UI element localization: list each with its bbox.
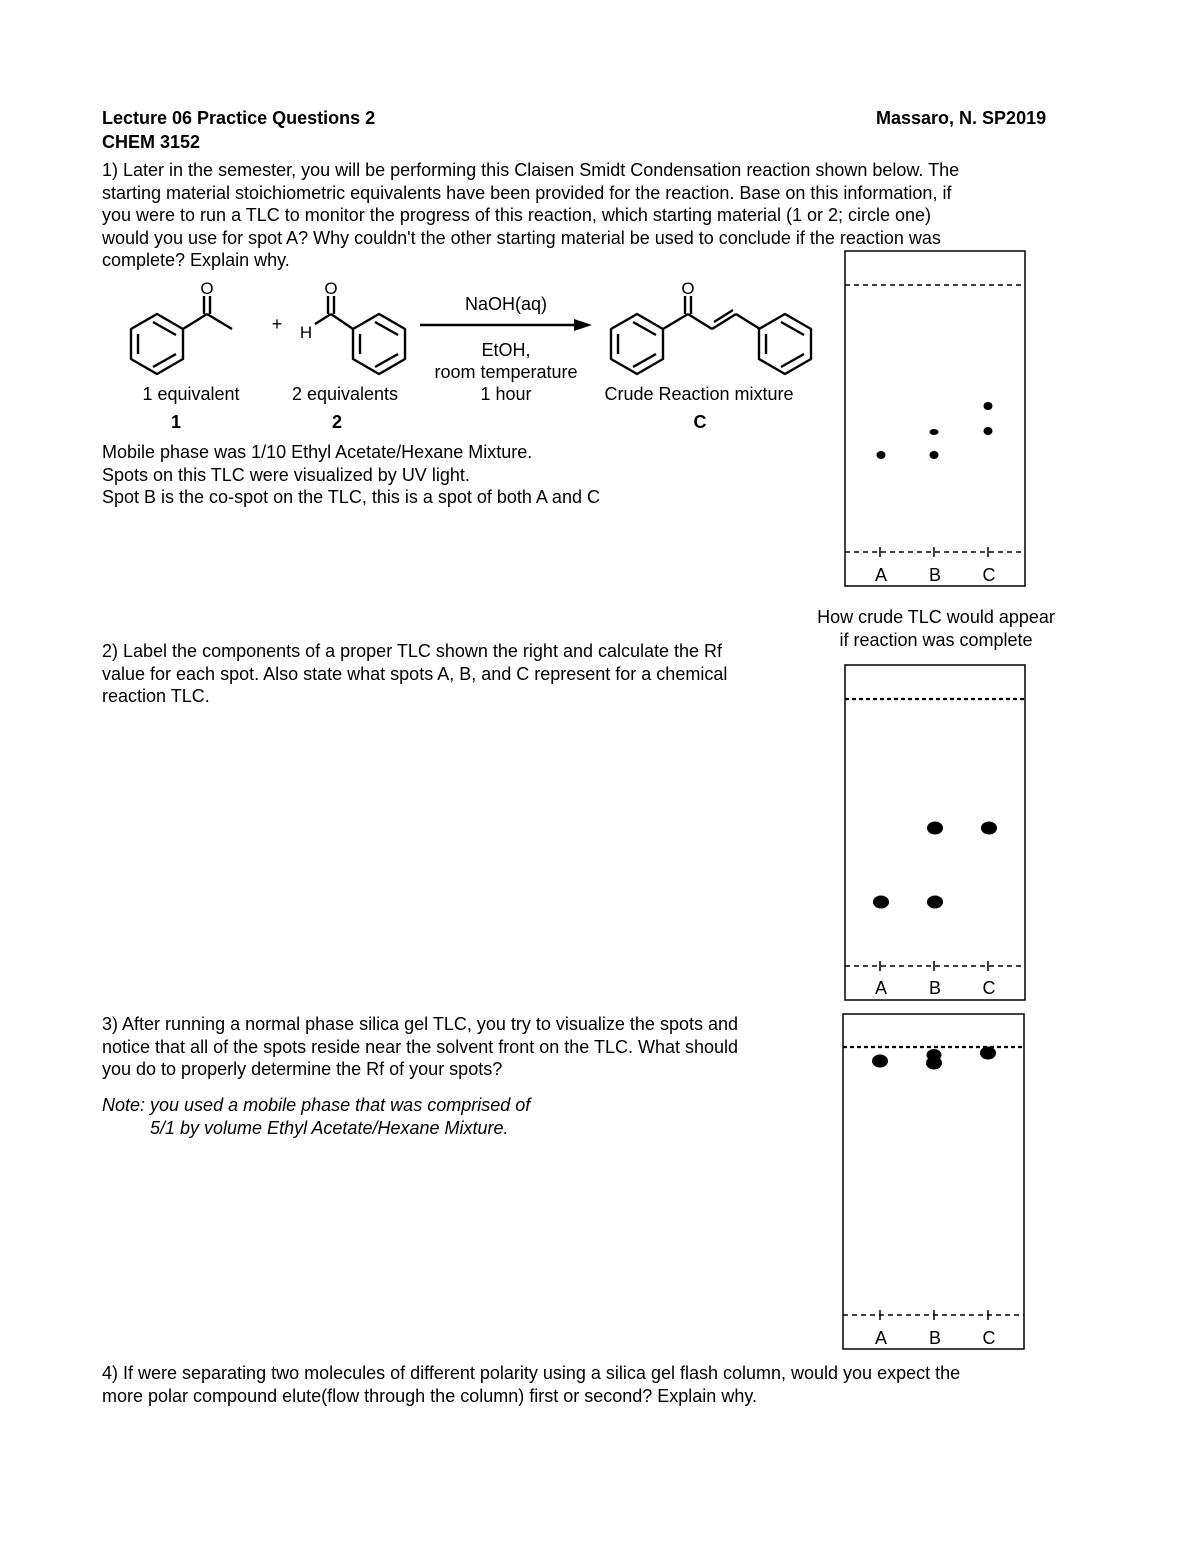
question-1-line: you were to run a TLC to monitor the progress of this reaction, which starting material (1 or 2; circle one) [102,205,932,226]
question-3-line: you do to properly determine the Rf of your spots? [102,1059,503,1080]
lane-label: C [982,978,996,998]
note-line: Spots on this TLC were visualized by UV light. [102,464,470,485]
question-2-line: 2) Label the components of a proper TLC shown the right and calculate the Rf [102,641,723,661]
lane-label: A [874,978,888,998]
question-2-line: value for each spot. Also state what spots A, B, and C represent for a chemical [102,663,728,684]
product-desc: Crude Reaction mixture [604,384,794,404]
compound-2-equiv: 2 equivalents [291,384,399,404]
question-3 [102,1013,822,1081]
tlc-plate-2 [844,664,1028,1002]
tlc-spot [873,896,889,909]
question-3-line: 3) After running a normal phase silica gel TLC, you try to visualize the spots and [102,1014,739,1034]
compound-1-label: 1 [170,412,182,432]
note-line: Spot B is the co-spot on the TLC, this is a spot of both A and C [102,487,600,508]
question-4-line: more polar compound elute(flow through the column) first or second? Explain why. [102,1385,757,1406]
hydrogen-label: H [299,323,313,342]
lane-label: B [928,565,942,585]
oxygen-label: O [681,279,695,298]
tlc-spot [872,1055,888,1068]
product-label: C [693,412,707,432]
caption-line: if reaction was complete [839,629,1033,650]
plus-sign: + [271,314,283,334]
note-line: 5/1 by volume Ethyl Acetate/Hexane Mixture. [150,1117,509,1138]
tlc-spot [980,1047,996,1060]
question-4 [102,1362,1062,1407]
question-1-line: complete? Explain why. [102,250,290,271]
question-1-line: would you use for spot A? Why couldn't the other starting material be used to conclude if the reaction was [102,227,941,248]
reagent-label: NaOH(aq) [464,294,548,314]
lane-label: A [874,1328,888,1348]
conditions-line: EtOH, [481,340,531,360]
caption-line: How crude TLC would appear [817,607,1055,627]
tlc-spot [930,429,939,435]
reaction-scheme [100,278,820,432]
tlc-plate-1 [844,250,1028,588]
oxygen-label: O [324,279,338,298]
question-4-line: 4) If were separating two molecules of different polarity using a silica gel flash column, would you expect the [102,1363,961,1383]
question-3-note [102,1094,802,1139]
note-line: Mobile phase was 1/10 Ethyl Acetate/Hexane Mixture. [102,442,533,462]
document-title: Lecture 06 Practice Questions 2 [102,108,376,128]
tlc-spot [927,822,943,835]
tlc-caption [786,606,1086,651]
compound-2-label: 2 [331,412,343,432]
course-code: CHEM 3152 [102,132,201,152]
oxygen-label: O [200,279,214,298]
lane-label: B [928,1328,942,1348]
author-term: Massaro, N. SP2019 [876,108,1047,128]
tlc-spot [926,1057,942,1070]
lane-label: B [928,978,942,998]
question-1-notes [102,441,802,509]
lane-label: A [874,565,888,585]
tlc-spot [927,896,943,909]
tlc-spot [984,427,993,435]
compound-1-equiv: 1 equivalent [142,384,240,404]
tlc-plate-3 [842,1013,1026,1351]
note-line: Note: you used a mobile phase that was comprised of [102,1095,531,1115]
tlc-spot [877,451,886,459]
tlc-spot [930,451,939,459]
lane-label: C [982,565,996,585]
question-2 [102,640,802,708]
tlc-spot [981,822,997,835]
conditions-line: room temperature [434,362,578,382]
question-1-line: starting material stoichiometric equivalents have been provided for the reaction. Base on this information, if [102,182,952,203]
lane-label: C [982,1328,996,1348]
question-1-line: 1) Later in the semester, you will be performing this Claisen Smidt Condensation reaction shown below. The [102,160,960,180]
tlc-spot [984,402,993,410]
conditions-line: 1 hour [480,384,532,404]
arrow-head [574,319,592,331]
question-2-line: reaction TLC. [102,686,210,707]
question-3-line: notice that all of the spots reside near the solvent front on the TLC. What should [102,1036,739,1057]
